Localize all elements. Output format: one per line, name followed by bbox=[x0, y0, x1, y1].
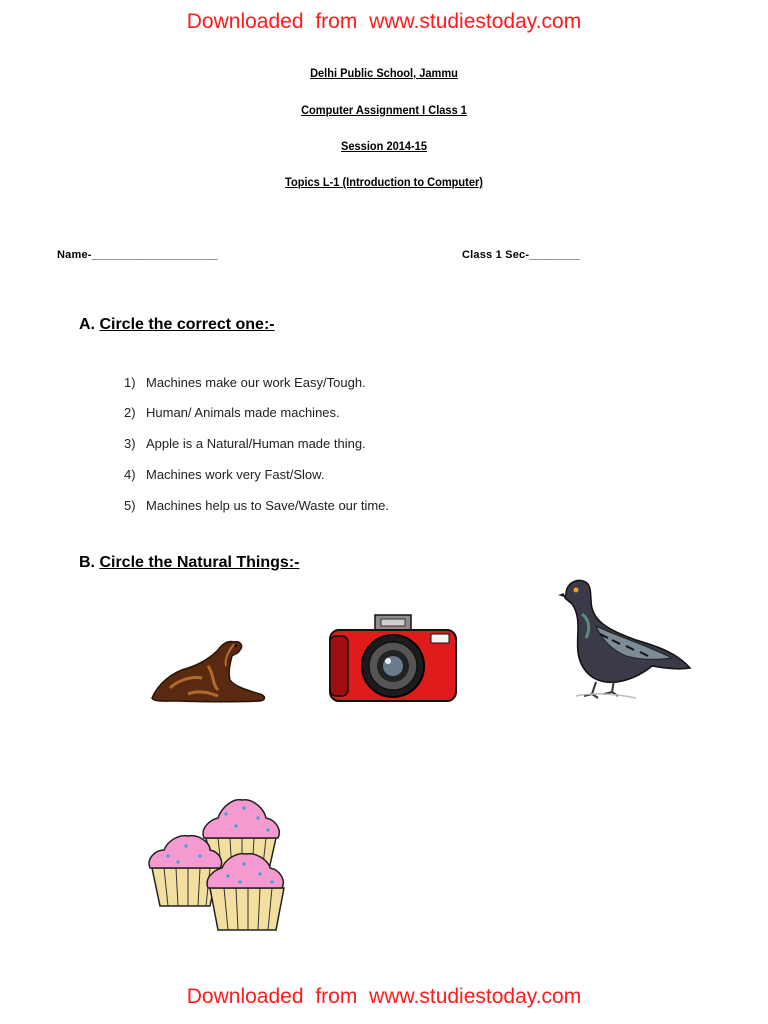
school-name: Delhi Public School, Jammu bbox=[310, 66, 458, 80]
section-b-title: Circle the Natural Things:- bbox=[99, 554, 300, 571]
question-item bbox=[124, 436, 366, 451]
class-section-field-label: Class 1 Sec-________ bbox=[462, 249, 580, 261]
question-text: Machines work very Fast/Slow. bbox=[146, 467, 325, 482]
question-number: 3) bbox=[124, 436, 136, 451]
question-item bbox=[124, 375, 366, 390]
assignment-prefix: Computer Assignment I bbox=[301, 103, 429, 117]
camera-picture bbox=[327, 612, 459, 704]
section-a-letter: A. bbox=[79, 316, 95, 333]
question-number: 2) bbox=[124, 405, 136, 420]
cupcakes-picture bbox=[148, 794, 288, 934]
question-text: Machines help us to Save/Waste our time. bbox=[146, 498, 390, 513]
question-number: 5) bbox=[124, 498, 136, 513]
question-text: Human/ Animals made machines. bbox=[146, 405, 340, 420]
session: Session 2014-15 bbox=[341, 139, 427, 153]
download-banner-bottom: Downloaded from www.studiestoday.com bbox=[186, 985, 582, 1008]
question-text: Machines make our work Easy/Tough. bbox=[146, 375, 366, 390]
pigeon-picture bbox=[556, 574, 694, 702]
name-field-label: Name-____________________ bbox=[57, 249, 218, 261]
question-text: Apple is a Natural/Human made thing. bbox=[146, 436, 366, 451]
question-number: 1) bbox=[124, 375, 136, 390]
section-b-heading bbox=[79, 554, 299, 572]
section-a-title: Circle the correct one:- bbox=[99, 316, 275, 333]
question-item bbox=[124, 498, 389, 513]
dog-picture bbox=[148, 636, 270, 706]
question-item bbox=[124, 467, 324, 482]
question-number: 4) bbox=[124, 467, 136, 482]
assignment-title bbox=[31, 103, 738, 117]
question-item bbox=[124, 405, 340, 420]
assignment-class: Class 1 bbox=[428, 103, 467, 117]
section-b-letter: B. bbox=[79, 554, 95, 571]
download-banner-top: Downloaded from www.studiestoday.com bbox=[186, 10, 582, 33]
topics: Topics L-1 (Introduction to Computer) bbox=[285, 175, 483, 189]
section-a-heading bbox=[79, 316, 275, 334]
